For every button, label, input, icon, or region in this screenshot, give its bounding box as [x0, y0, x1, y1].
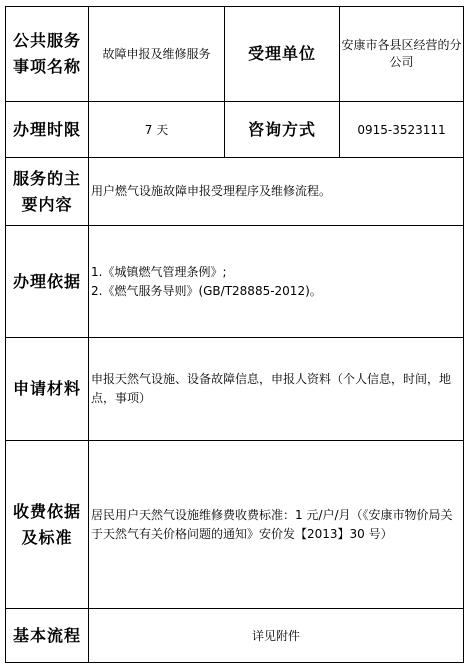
fee-basis-value: 居民用户天然气设施维修费收费标准：1 元/户/月（《安康市物价局关于天然气有关价格问题的通知》安价发【2013】30 号） — [89, 441, 464, 609]
table-row-time-limit — [6, 102, 464, 158]
main-content-label-cell — [6, 158, 89, 226]
table-row-fee-basis — [6, 441, 464, 609]
main-content-label-line2: 要内容 — [21, 194, 73, 214]
service-name-label-line1: 公共服务 — [12, 31, 81, 50]
application-materials-value: 申报天然气设施、设备故障信息，申报人资料（个人信息，时间，地点，事项） — [89, 338, 464, 441]
table-row-main-content — [6, 158, 464, 226]
legal-basis-item: 2.《燃气服务导则》(GB/T28885-2012)。 — [91, 283, 322, 298]
service-info-table — [5, 6, 464, 663]
main-content-label-line1: 服务的主 — [12, 168, 81, 188]
accepting-unit-value: 安康市各县区经营的分公司 — [340, 7, 464, 102]
main-content-value: 用户燃气设施故障申报受理程序及维修流程。 — [89, 158, 464, 226]
time-limit-value: 7 天 — [89, 102, 225, 158]
time-limit-label: 办理时限 — [6, 102, 89, 158]
service-name-label-line2: 事项名称 — [12, 57, 81, 76]
fee-basis-label-line1: 收费依据 — [12, 501, 81, 521]
table-row-application-materials — [6, 338, 464, 441]
table-row-legal-basis — [6, 226, 464, 338]
table-row-basic-process — [6, 609, 464, 663]
basic-process-value: 详见附件 — [89, 609, 464, 663]
basic-process-label: 基本流程 — [6, 609, 89, 663]
legal-basis-list — [89, 226, 464, 338]
legal-basis-item: 1.《城镇燃气管理条例》; — [91, 264, 227, 279]
consult-method-value: 0915-3523111 — [340, 102, 464, 158]
consult-method-label: 咨询方式 — [225, 102, 340, 158]
legal-basis-label: 办理依据 — [6, 226, 89, 338]
table-row-service-name — [6, 7, 464, 102]
service-name-value: 故障申报及维修服务 — [89, 7, 225, 102]
application-materials-label: 申请材料 — [6, 338, 89, 441]
fee-basis-label-cell — [6, 441, 89, 609]
service-item-document — [5, 6, 464, 663]
service-name-label-cell — [6, 7, 89, 102]
fee-basis-label-line2: 及标准 — [21, 527, 73, 547]
accepting-unit-label: 受理单位 — [225, 7, 340, 102]
